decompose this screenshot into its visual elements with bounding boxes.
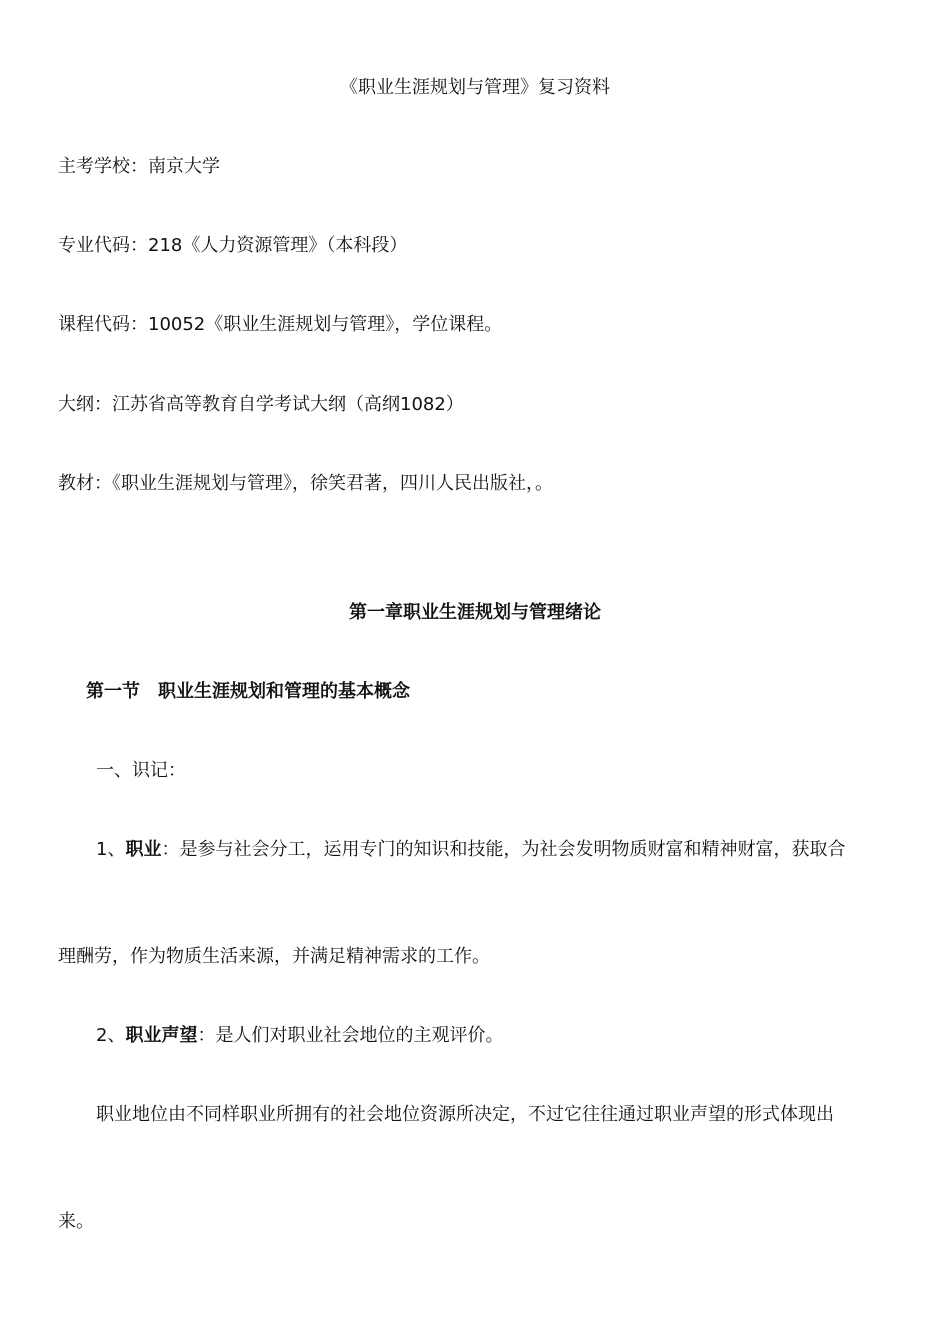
definition-item (96, 1024, 503, 1048)
item-term: 职业声望 (125, 1025, 198, 1046)
item-text: ：是参与社会分工，运用专门的知识和技能，为社会发明物质财富和精神财富，获取合 (161, 839, 846, 860)
paragraph: 职业地位由不同样职业所拥有的社会地位资源所决定，不过它往往通过职业声望的形式体现出 (96, 1104, 834, 1125)
info-school: 主考学校：南京大学 (58, 156, 220, 177)
document-title: 《职业生涯规划与管理》复习资料 (340, 77, 610, 98)
chapter-title: 第一章职业生涯规划与管理绪论 (349, 602, 601, 623)
item-text-continued: 理酬劳，作为物质生活来源，并满足精神需求的工作。 (58, 946, 490, 967)
section-title: 第一节 职业生涯规划和管理的基本概念 (86, 681, 410, 702)
item-term: 职业 (125, 839, 162, 860)
item-number: 2、 (96, 1025, 126, 1046)
item-number: 1、 (96, 839, 126, 860)
info-outline: 大纲：江苏省高等教育自学考试大纲（高纲1082） (58, 394, 464, 415)
item-text: ：是人们对职业社会地位的主观评价。 (197, 1025, 504, 1046)
info-course-code: 课程代码：10052《职业生涯规划与管理》，学位课程。 (58, 314, 503, 335)
paragraph-continued: 来。 (58, 1211, 94, 1232)
definition-item (96, 838, 845, 862)
info-textbook: 教材：《职业生涯规划与管理》，徐笑君著，四川人民出版社，。 (58, 473, 553, 494)
subsection-heading: 一、识记： (96, 760, 186, 781)
info-major-code: 专业代码：218《人力资源管理》（本科段） (58, 235, 408, 256)
